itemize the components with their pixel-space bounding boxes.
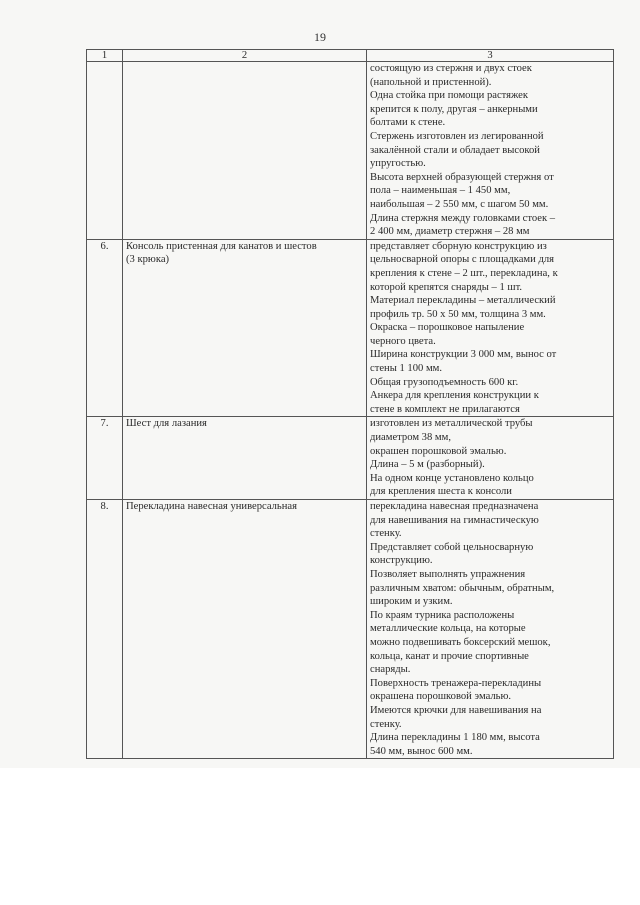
table-row (87, 62, 614, 240)
description-line: диаметром 38 мм, (370, 432, 451, 444)
description-line: Ширина конструкции 3 000 мм, вынос от (370, 349, 557, 361)
description-line: можно подвешивать боксерский мешок, (370, 636, 551, 648)
item-name-line: (3 крюка) (126, 254, 170, 266)
item-name (123, 417, 367, 500)
description-line: закалённой стали и обладает высокой (370, 144, 540, 156)
description-line: На одном конце установлено кольцо (370, 472, 534, 484)
item-name-line: Шест для лазания (126, 418, 207, 430)
description-line: Длина – 5 м (разборный). (370, 459, 485, 471)
description-line: (напольной и пристенной). (370, 76, 492, 88)
item-name-line: Консоль пристенная для канатов и шестов (126, 240, 317, 252)
table-row (87, 239, 614, 417)
description-line: Стержень изготовлен из легированной (370, 130, 544, 142)
description-line: Материал перекладины – металлический (370, 295, 556, 307)
item-description (367, 239, 614, 417)
description-line: которой крепятся снаряды – 1 шт. (370, 281, 523, 293)
item-name (123, 239, 367, 417)
item-description (367, 500, 614, 759)
description-line: стены 1 100 мм. (370, 363, 443, 375)
description-line: для навешивания на гимнастическую (370, 514, 539, 526)
description-line: окрашен порошковой эмалью. (370, 445, 507, 457)
item-description (367, 62, 614, 240)
description-line: Анкера для крепления конструкции к (370, 390, 539, 402)
specification-table (86, 49, 614, 759)
description-line: стенку. (370, 718, 402, 730)
description-line: стене в комплект не прилагаются (370, 403, 520, 415)
description-line: Позволяет выполнять упражнения (370, 568, 526, 580)
row-number: 8. (87, 500, 123, 759)
item-description (367, 417, 614, 500)
description-line: перекладина навесная предназначена (370, 501, 539, 512)
description-line: Поверхность тренажера-перекладины (370, 677, 542, 689)
column-header-3: 3 (367, 50, 614, 62)
description-line: Одна стойка при помощи растяжек (370, 90, 529, 102)
table-row (87, 500, 614, 759)
table-header-row (87, 50, 614, 62)
description-line: представляет сборную конструкцию из (370, 240, 547, 252)
description-line: пола – наименьшая – 1 450 мм, (370, 185, 511, 197)
table-row (87, 417, 614, 500)
row-number (87, 62, 123, 240)
blank-area (0, 768, 640, 905)
description-line: металлические кольца, на которые (370, 623, 526, 635)
description-line: Имеются крючки для навешивания на (370, 704, 542, 716)
description-line: болтами к стене. (370, 117, 446, 129)
description-line: Высота верхней образующей стержня от (370, 171, 554, 183)
column-header-2: 2 (123, 50, 367, 62)
description-line: снаряды. (370, 664, 411, 676)
description-line: Представляет собой цельносварную (370, 541, 534, 553)
description-line: Общая грузоподъемность 600 кг. (370, 376, 519, 388)
description-line: наибольшая – 2 550 мм, с шагом 50 мм. (370, 198, 549, 210)
description-line: упругостью. (370, 158, 426, 170)
row-number: 6. (87, 239, 123, 417)
description-line: широким и узким. (370, 596, 453, 608)
description-line: крепления к стене – 2 шт., перекладина, к (370, 267, 558, 279)
description-line: профиль тр. 50 х 50 мм, толщина 3 мм. (370, 308, 546, 320)
page-number: 19 (314, 30, 326, 44)
description-line: Окраска – порошковое напыление (370, 322, 525, 334)
description-line: крепится к полу, другая – анкерными (370, 103, 538, 115)
description-line: 2 400 мм, диаметр стержня – 28 мм (370, 226, 530, 238)
description-line: цельносварной опоры с площадками для (370, 254, 555, 266)
column-header-1: 1 (87, 50, 123, 62)
description-line: Длина стержня между головками стоек – (370, 212, 556, 224)
description-line: окрашена порошковой эмалью. (370, 691, 512, 703)
description-line: различным хватом: обычным, обратным, (370, 582, 555, 594)
description-line: кольца, канат и прочие спортивные (370, 650, 529, 662)
description-line: изготовлен из металлической трубы (370, 418, 533, 430)
description-line: Длина перекладины 1 180 мм, высота (370, 732, 540, 744)
description-line: состоящую из стержня и двух стоек (370, 63, 532, 74)
row-number: 7. (87, 417, 123, 500)
description-line: По краям турника расположены (370, 609, 515, 621)
item-name-line: Перекладина навесная универсальная (126, 501, 298, 512)
item-name (123, 62, 367, 240)
description-line: стенку. (370, 528, 402, 540)
description-line: 540 мм, вынос 600 мм. (370, 745, 473, 757)
description-line: конструкцию. (370, 555, 433, 567)
item-name (123, 500, 367, 759)
description-line: для крепления шеста к консоли (370, 486, 512, 498)
description-line: черного цвета. (370, 335, 436, 347)
